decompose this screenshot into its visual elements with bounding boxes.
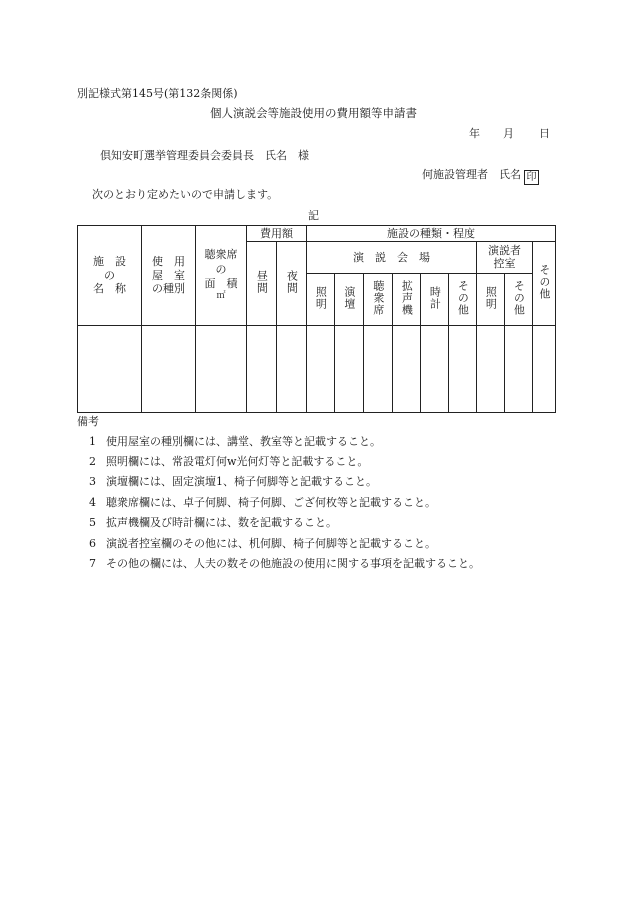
audience-seats-header: 聴衆席 bbox=[364, 274, 393, 326]
audience-seats-cell[interactable] bbox=[364, 326, 393, 413]
addressee: 倶知安町選挙管理委員会委員長 氏名 様 bbox=[100, 149, 309, 162]
cost-group-header: 費用額 bbox=[247, 226, 307, 242]
remark-item: 2 照明欄には、常設電灯何w光何灯等と記載すること。 bbox=[89, 455, 369, 468]
night-header: 夜間 bbox=[277, 242, 307, 326]
form-title: 個人演説会等施設使用の費用額等申請書 bbox=[210, 106, 417, 120]
remark-item: 1 使用屋室の種別欄には、講堂、教室等と記載すること。 bbox=[89, 435, 381, 448]
speaker-lighting-header: 照明 bbox=[477, 274, 505, 326]
podium-cell[interactable] bbox=[335, 326, 364, 413]
podium-header: 演壇 bbox=[335, 274, 364, 326]
application-table bbox=[77, 225, 556, 413]
lighting-header: 照明 bbox=[307, 274, 335, 326]
other-cell[interactable] bbox=[533, 326, 556, 413]
room-type-header: 使 用 屋 室 の種別 bbox=[142, 226, 196, 326]
speaker-other-cell[interactable] bbox=[505, 326, 533, 413]
clock-cell[interactable] bbox=[421, 326, 449, 413]
day-header: 昼間 bbox=[247, 242, 277, 326]
date-month: 月 bbox=[503, 127, 514, 140]
night-cost-cell[interactable] bbox=[277, 326, 307, 413]
remark-item: 3 演壇欄には、固定演壇1、椅子何脚等と記載すること。 bbox=[89, 475, 377, 488]
loudspeaker-header: 拡声機 bbox=[393, 274, 421, 326]
table-row bbox=[78, 326, 556, 413]
loudspeaker-cell[interactable] bbox=[393, 326, 421, 413]
ki-label: 記 bbox=[308, 209, 319, 222]
venue-group-header: 演 説 会 場 bbox=[307, 242, 477, 274]
date-day: 日 bbox=[539, 127, 550, 140]
day-cost-cell[interactable] bbox=[247, 326, 277, 413]
clock-header: 時計 bbox=[421, 274, 449, 326]
intro-text: 次のとおり定めたいので申請します。 bbox=[92, 188, 279, 201]
remark-item: 4 聴衆席欄には、卓子何脚、椅子何脚、ござ何枚等と記載すること。 bbox=[89, 496, 436, 509]
remark-item: 6 演説者控室欄のその他には、机何脚、椅子何脚等と記載すること。 bbox=[89, 537, 436, 550]
venue-other-header: その他 bbox=[449, 274, 477, 326]
seal-mark: 印 bbox=[524, 170, 539, 185]
facility-name-cell[interactable] bbox=[78, 326, 142, 413]
applicant-line bbox=[422, 169, 539, 185]
other-col-header: その他 bbox=[533, 242, 556, 326]
facility-type-group-header: 施設の種類・程度 bbox=[307, 226, 556, 242]
remark-item: 7 その他の欄には、人夫の数その他施設の使用に関する事項を記載すること。 bbox=[89, 557, 480, 570]
speaker-other-header: その他 bbox=[505, 274, 533, 326]
audience-area-header: 聴衆席 の 面 積 ㎡ bbox=[196, 226, 247, 326]
form-number: 別記様式第145号(第132条関係) bbox=[77, 87, 238, 100]
facility-name-header: 施 設 の 名 称 bbox=[78, 226, 142, 326]
lighting-cell[interactable] bbox=[307, 326, 335, 413]
audience-area-cell[interactable] bbox=[196, 326, 247, 413]
remark-item: 5 拡声機欄及び時計欄には、数を記載すること。 bbox=[89, 516, 337, 529]
room-type-cell[interactable] bbox=[142, 326, 196, 413]
speaker-lighting-cell[interactable] bbox=[477, 326, 505, 413]
remarks-heading: 備考 bbox=[77, 415, 99, 428]
date-year: 年 bbox=[469, 127, 480, 140]
applicant-label: 何施設管理者 氏名 bbox=[422, 168, 521, 181]
venue-other-cell[interactable] bbox=[449, 326, 477, 413]
speaker-room-group-header: 演説者控室 bbox=[477, 242, 533, 274]
